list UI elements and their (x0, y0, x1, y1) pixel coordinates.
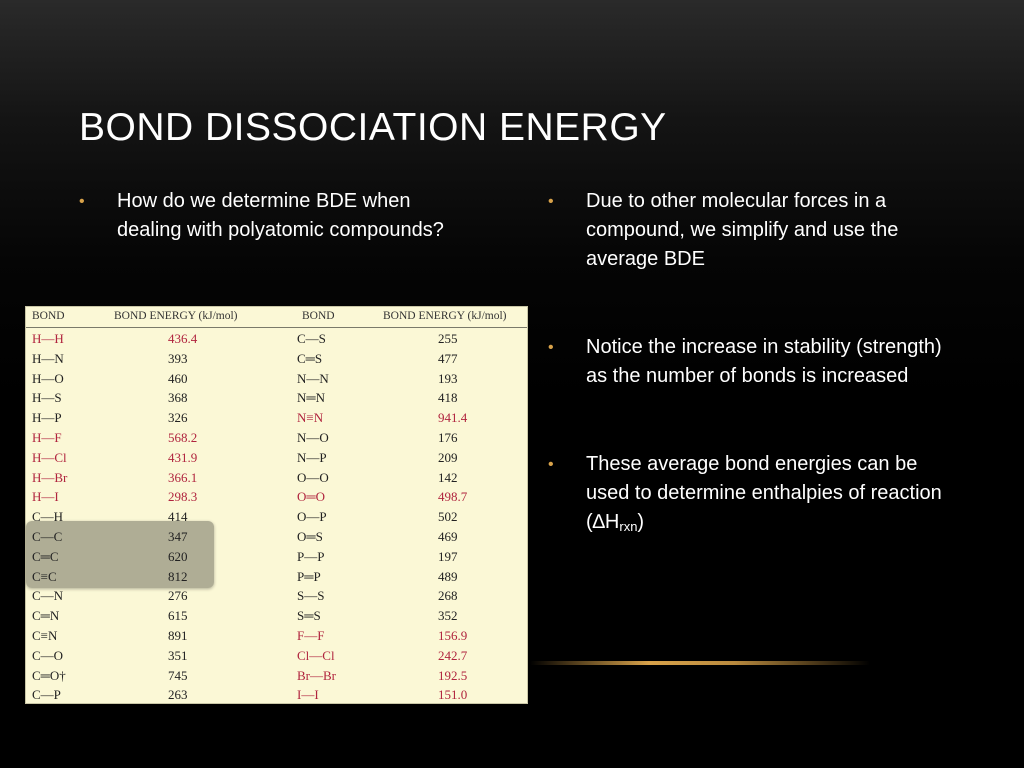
bond-cell: N—O (297, 430, 329, 445)
bullet-item (548, 187, 948, 274)
energy-cell: 745 (168, 667, 188, 683)
bond-cell: C═O† (32, 667, 66, 683)
bullet-marker: • (548, 456, 554, 473)
bond-cell: H—N (32, 350, 64, 366)
accent-divider-line (530, 661, 870, 665)
bond-cell: H—I (32, 489, 59, 505)
rxn-subscript: rxn (619, 519, 638, 534)
bullet-text-close: ) (637, 511, 645, 533)
header-bond-2: BOND (302, 310, 335, 322)
energy-cell: 568.2 (168, 430, 198, 445)
energy-cell: 193 (438, 370, 458, 386)
bond-cell: N—N (297, 370, 329, 386)
table-row (26, 567, 527, 587)
energy-cell: 351 (168, 647, 188, 663)
slide-title: BOND DISSOCIATION ENERGY (79, 106, 667, 149)
energy-cell: 255 (438, 331, 458, 346)
energy-cell: 460 (168, 370, 188, 386)
table-row (26, 388, 527, 408)
table-row (26, 468, 527, 488)
table-row (26, 685, 527, 705)
bullet-marker: • (548, 339, 554, 356)
bond-cell: C—N (32, 588, 64, 604)
energy-cell: 352 (438, 608, 458, 624)
bond-cell: H—H (32, 331, 64, 346)
bond-cell: Cl—Cl (297, 647, 335, 663)
bullet-text (586, 453, 942, 533)
energy-cell: 477 (438, 350, 458, 366)
energy-cell: 502 (438, 509, 458, 525)
bond-cell: H—F (32, 430, 62, 445)
energy-cell: 197 (438, 548, 458, 564)
bond-cell: C≡N (32, 628, 58, 643)
energy-cell: 298.3 (168, 489, 198, 505)
table-row (26, 369, 527, 389)
energy-cell: 620 (168, 548, 188, 564)
bullet-text: Notice the increase in stability (strength) as the number of bonds is increased (586, 336, 942, 387)
bond-cell: N═N (297, 390, 325, 406)
energy-cell: 436.4 (168, 331, 198, 346)
bond-cell: C—O (32, 647, 64, 663)
energy-cell: 941.4 (438, 410, 468, 426)
bond-cell: O═S (297, 529, 323, 544)
energy-cell: 615 (168, 608, 188, 624)
header-energy-2: BOND ENERGY (kJ/mol) (383, 310, 507, 322)
bond-cell: O—O (297, 469, 329, 485)
energy-cell: 156.9 (438, 628, 468, 643)
table-row (26, 646, 527, 666)
bullet-item (548, 333, 948, 391)
table-row (26, 408, 527, 428)
energy-cell: 176 (438, 430, 458, 445)
table-row (26, 547, 527, 567)
bullet-text-main: These average bond energies can be used to determine enthalpies of reaction ( (586, 453, 942, 533)
energy-cell: 242.7 (438, 647, 468, 663)
bond-cell: H—S (32, 390, 62, 406)
bond-cell: H—P (32, 410, 62, 426)
bullet-marker: • (79, 193, 85, 210)
bond-cell: S—S (297, 588, 325, 604)
energy-cell: 469 (438, 529, 458, 544)
energy-cell: 268 (438, 588, 458, 604)
bond-cell: C—H (32, 509, 64, 525)
delta-h-symbol: ∆H (592, 511, 620, 533)
bond-cell: P═P (297, 568, 321, 584)
bond-cell: C≡C (32, 568, 57, 584)
energy-cell: 151.0 (438, 687, 468, 703)
bond-cell: N≡N (297, 410, 324, 426)
bond-cell: Br—Br (297, 667, 336, 683)
table-row (26, 606, 527, 626)
energy-cell: 276 (168, 588, 188, 604)
bond-cell: H—O (32, 370, 64, 386)
energy-cell: 431.9 (168, 449, 198, 465)
bullet-text: How do we determine BDE when dealing with polyatomic compounds? (117, 190, 444, 241)
bond-cell: H—Br (32, 469, 68, 485)
table-row (26, 349, 527, 369)
bond-cell: C—P (32, 687, 61, 703)
energy-cell: 209 (438, 449, 458, 465)
energy-cell: 368 (168, 390, 188, 406)
energy-cell: 498.7 (438, 489, 468, 505)
energy-cell: 263 (168, 687, 188, 703)
bond-cell: O—P (297, 509, 327, 525)
header-bond-1: BOND (32, 310, 65, 322)
bond-cell: I—I (297, 687, 319, 703)
energy-cell: 326 (168, 410, 188, 426)
table-row (26, 507, 527, 527)
bond-cell: O═O (297, 489, 325, 505)
bond-cell: C—S (297, 331, 326, 346)
energy-cell: 192.5 (438, 667, 468, 683)
bond-cell: N—P (297, 449, 327, 465)
energy-cell: 891 (168, 628, 188, 643)
table-row (26, 666, 527, 686)
bond-cell: S═S (297, 608, 321, 624)
energy-cell: 366.1 (168, 469, 198, 485)
bond-energy-table (25, 306, 528, 704)
table-row (26, 527, 527, 547)
energy-cell: 414 (168, 509, 188, 525)
bond-cell: H—Cl (32, 449, 67, 465)
energy-cell: 142 (438, 469, 458, 485)
bond-cell: F—F (297, 628, 325, 643)
bond-cell: P—P (297, 548, 325, 564)
energy-cell: 347 (168, 529, 188, 544)
header-energy-1: BOND ENERGY (kJ/mol) (114, 310, 238, 322)
energy-cell: 489 (438, 568, 458, 584)
bond-cell: C—C (32, 529, 63, 544)
table-row (26, 586, 527, 606)
bullet-item (79, 187, 479, 245)
bullet-marker: • (548, 193, 554, 210)
table-row (26, 626, 527, 646)
right-bullet-list (548, 187, 948, 537)
energy-cell: 418 (438, 390, 458, 406)
bond-cell: C═C (32, 548, 59, 564)
bullet-text: Due to other molecular forces in a compound, we simplify and use the average BDE (586, 190, 899, 270)
left-bullet-list (79, 187, 479, 245)
table-row (26, 428, 527, 448)
energy-cell: 812 (168, 568, 188, 584)
table-row (26, 329, 527, 349)
table-header-row (26, 307, 527, 328)
bond-cell: C═N (32, 608, 60, 624)
table-row (26, 487, 527, 507)
bullet-item (548, 450, 948, 537)
energy-cell: 393 (168, 350, 188, 366)
bond-cell: C═S (297, 350, 323, 366)
table-row (26, 448, 527, 468)
